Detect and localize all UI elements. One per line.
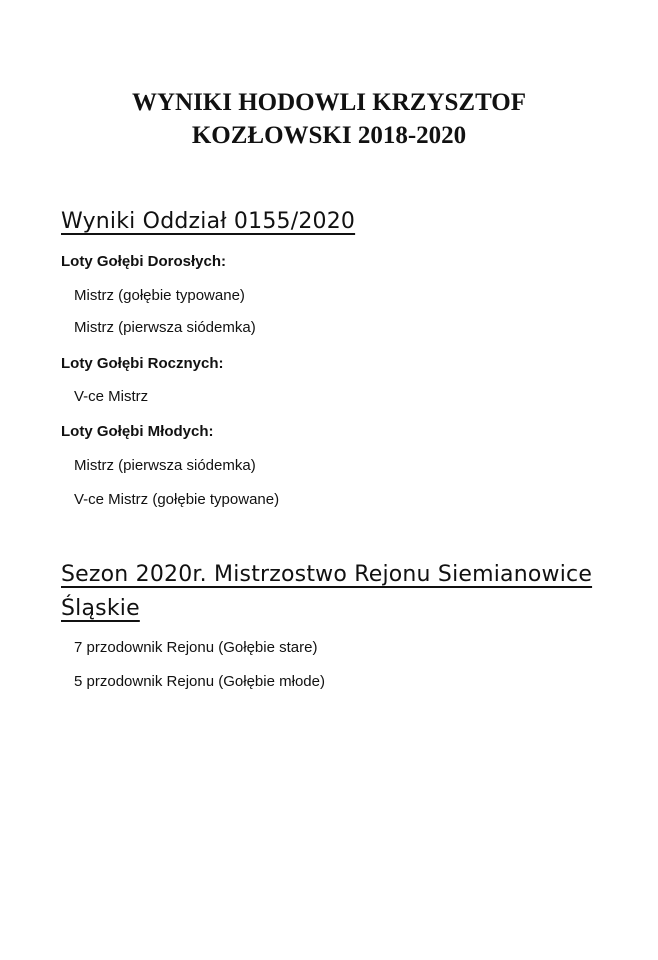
group-heading-dorosle: Loty Gołębi Dorosłych: <box>61 253 227 270</box>
result-item: 7 przodownik Rejonu (Gołębie stare) <box>74 639 318 656</box>
section-heading-rejon-line-2: Śląskie <box>61 596 140 621</box>
group-heading-mlode: Loty Gołębi Młodych: <box>61 423 214 440</box>
document-title-line-2: KOZŁOWSKI 2018-2020 <box>191 122 467 149</box>
result-item: Mistrz (pierwsza siódemka) <box>74 457 256 474</box>
document-title <box>0 86 658 152</box>
result-item: V-ce Mistrz <box>74 388 149 405</box>
result-item: Mistrz (pierwsza siódemka) <box>74 319 256 336</box>
result-item: 5 przodownik Rejonu (Gołębie młode) <box>74 673 325 690</box>
section-heading-oddzial: Wyniki Oddział 0155/2020 <box>61 209 356 234</box>
group-heading-roczne: Loty Gołębi Rocznych: <box>61 355 224 372</box>
result-item: V-ce Mistrz (gołębie typowane) <box>74 491 280 508</box>
section-heading-rejon-line-1: Sezon 2020r. Mistrzostwo Rejonu Siemianowice <box>61 562 593 587</box>
document-title-line-1: WYNIKI HODOWLI KRZYSZTOF <box>131 89 527 116</box>
result-item: Mistrz (gołębie typowane) <box>74 287 245 304</box>
